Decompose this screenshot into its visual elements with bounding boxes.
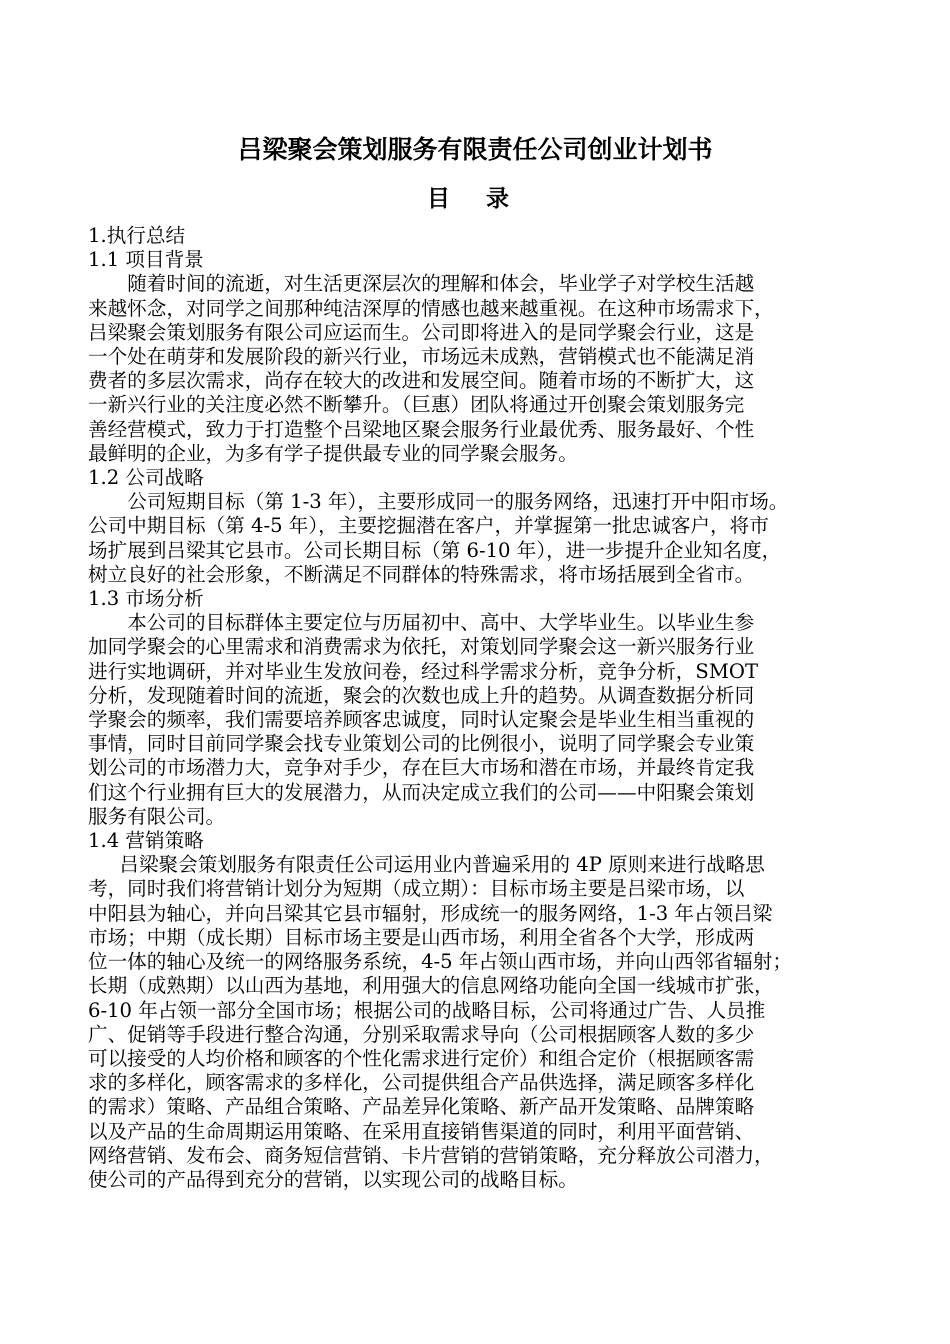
paragraph-line: 市场；中期（成长期）目标市场主要是山西市场，利用全省各个大学，形成两 bbox=[88, 925, 755, 949]
paragraph-line: 随着时间的流逝，对生活更深层次的理解和体会，毕业学子对学校生活越 bbox=[127, 272, 755, 296]
paragraph-line: 吕梁聚会策划服务有限公司应运而生。公司即将进入的是同学聚会行业，这是 bbox=[88, 320, 755, 344]
paragraph-line: 善经营模式，致力于打造整个吕梁地区聚会服务行业最优秀、服务最好、个性 bbox=[88, 417, 755, 441]
paragraph-line: 网络营销、发布会、商务短信营销、卡片营销的营销策略，充分释放公司潜力， bbox=[88, 1143, 774, 1167]
section-heading-1-3: 1.3 市场分析 bbox=[88, 587, 204, 611]
paragraph-line: 费者的多层次需求，尚存在较大的改进和发展空间。随着市场的不断扩大，这 bbox=[88, 369, 755, 393]
paragraph-marketing-strategy bbox=[88, 853, 863, 1192]
paragraph-line: 的需求）策略、产品组合策略、产品差异化策略、新产品开发策略、品牌策略 bbox=[88, 1095, 755, 1119]
paragraph-line: 一新兴行业的关注度必然不断攀升。（巨惠）团队将通过开创聚会策划服务完 bbox=[88, 393, 745, 417]
paragraph-line: 考，同时我们将营销计划分为短期（成立期）：目标市场主要是吕梁市场，以 bbox=[88, 877, 745, 901]
paragraph-line: 事情，同时目前同学聚会找专业策划公司的比例很小，说明了同学聚会专业策 bbox=[88, 732, 755, 756]
paragraph-market-analysis bbox=[88, 611, 863, 829]
paragraph-line: 划公司的市场潜力大，竞争对手少，存在巨大市场和潜在市场，并最终肯定我 bbox=[88, 756, 755, 780]
paragraph-line: 学聚会的频率，我们需要培养顾客忠诚度，同时认定聚会是毕业生相当重视的 bbox=[88, 708, 755, 732]
paragraph-line: 场扩展到吕梁其它县市。公司长期目标（第 6-10 年），进一步提升企业知名度， bbox=[88, 538, 782, 562]
paragraph-line: 服务有限公司。 bbox=[88, 804, 226, 828]
paragraph-line: 广、促销等手段进行整合沟通，分别采取需求导向（公司根据顾客人数的多少 bbox=[88, 1022, 755, 1046]
section-heading-1-1: 1.1 项目背景 bbox=[88, 248, 204, 272]
paragraph-line: 们这个行业拥有巨大的发展潜力，从而决定成立我们的公司——中阳聚会策划 bbox=[88, 780, 755, 804]
paragraph-line: 位一体的轴心及统一的网络服务系统，4-5 年占领山西市场，并向山西邻省辐射； bbox=[88, 950, 792, 974]
paragraph-line: 公司短期目标（第 1-3 年），主要形成同一的服务网络，迅速打开中阳市场。 bbox=[127, 490, 789, 514]
paragraph-line: 可以接受的人均价格和顾客的个性化需求进行定价）和组合定价（根据顾客需 bbox=[88, 1046, 755, 1070]
section-heading-1-4: 1.4 营销策略 bbox=[88, 829, 204, 853]
paragraph-line: 公司中期目标（第 4-5 年），主要挖掘潜在客户，并掌握第一批忠诚客户，将市 bbox=[88, 514, 769, 538]
paragraph-line: 树立良好的社会形象，不断满足不同群体的特殊需求，将市场括展到全省市。 bbox=[88, 562, 755, 586]
paragraph-line: 加同学聚会的心里需求和消费需求为依托，对策划同学聚会这一新兴服务行业 bbox=[88, 635, 755, 659]
paragraph-line: 求的多样化，顾客需求的多样化，公司提供组合产品供选择，满足顾客多样化 bbox=[88, 1071, 755, 1095]
paragraph-line: 以及产品的生命周期运用策略、在采用直接销售渠道的同时，利用平面营销、 bbox=[88, 1119, 755, 1143]
paragraph-line: 本公司的目标群体主要定位与历届初中、高中、大学毕业生。以毕业生参 bbox=[127, 611, 755, 635]
section-heading-1: 1.执行总结 bbox=[88, 224, 186, 247]
paragraph-line: 中阳县为轴心，并向吕梁其它县市辐射，形成统一的服务网络，1-3 年占领吕梁 bbox=[88, 901, 773, 925]
paragraph-line: 进行实地调研，并对毕业生发放问卷，经过科学需求分析，竞争分析，SMOT bbox=[88, 659, 759, 683]
paragraph-company-strategy bbox=[88, 490, 863, 587]
toc-heading: 目 录 bbox=[426, 185, 523, 212]
document-body bbox=[88, 224, 863, 1192]
paragraph-line: 6-10 年占领一部分全国市场；根据公司的战略目标，公司将通过广告、人员推 bbox=[88, 998, 766, 1022]
section-heading-1-2: 1.2 公司战略 bbox=[88, 466, 204, 490]
paragraph-line: 长期（成熟期）以山西为基地，利用强大的信息网络功能向全国一线城市扩张， bbox=[88, 974, 774, 998]
paragraph-project-background bbox=[88, 272, 863, 466]
paragraph-line: 分析，发现随着时间的流逝，聚会的次数也成上升的趋势。从调查数据分析同 bbox=[88, 683, 755, 707]
document-title: 吕梁聚会策划服务有限责任公司创业计划书 bbox=[237, 135, 713, 164]
paragraph-line: 一个处在萌芽和发展阶段的新兴行业，市场远未成熟，营销模式也不能满足消 bbox=[88, 345, 755, 369]
paragraph-line: 来越怀念，对同学之间那种纯洁深厚的情感也越来越重视。在这种市场需求下， bbox=[88, 296, 774, 320]
paragraph-line: 最鲜明的企业，为多有学子提供最专业的同学聚会服务。 bbox=[88, 441, 578, 465]
paragraph-line: 使公司的产品得到充分的营销，以实现公司的战略目标。 bbox=[88, 1167, 578, 1191]
paragraph-line: 吕梁聚会策划服务有限责任公司运用业内普遍采用的 4P 原则来进行战略思 bbox=[119, 853, 765, 877]
